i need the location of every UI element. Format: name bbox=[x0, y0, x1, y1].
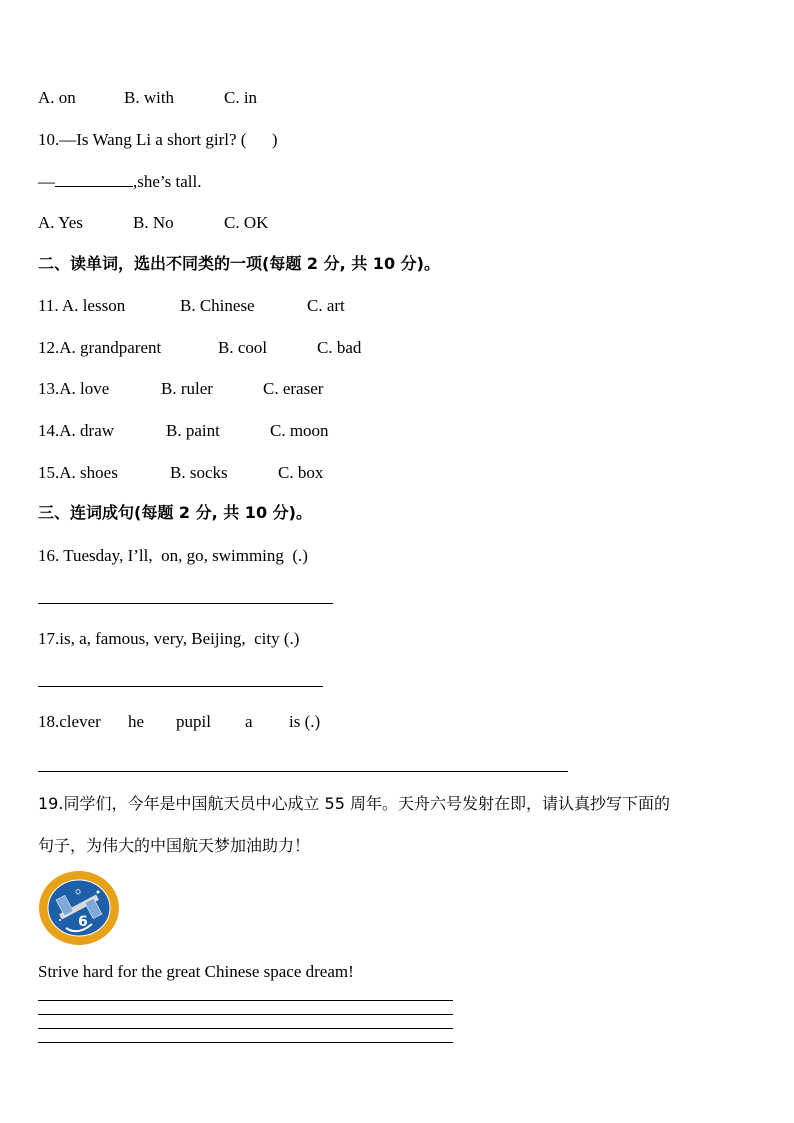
q14-option-c: C. moon bbox=[270, 421, 329, 440]
q16-answer-line[interactable] bbox=[38, 603, 333, 604]
q9-option-c: C. in bbox=[224, 88, 258, 107]
q10-answer-blank[interactable] bbox=[55, 171, 133, 187]
q19-instruction-line-2: 句子，为伟大的中国航天梦加油助力！ bbox=[38, 836, 311, 855]
q18-word-3: pupil bbox=[176, 712, 211, 731]
svg-text:6: 6 bbox=[78, 914, 88, 930]
q15-option-c: C. box bbox=[278, 463, 324, 482]
q10-option-b: B. No bbox=[133, 213, 174, 232]
q10-option-a: A. Yes bbox=[38, 213, 83, 232]
q12-option-a: 12.A. grandparent bbox=[38, 338, 162, 357]
q13-option-a: 13.A. love bbox=[38, 379, 110, 398]
section-3-heading: 三、连词成句(每题 2 分, 共 10 分)。 bbox=[38, 503, 312, 522]
q11-option-b: B. Chinese bbox=[180, 296, 255, 315]
q17-prompt: 17.is, a, famous, very, Beijing, city (.) bbox=[38, 629, 300, 648]
q12-option-c: C. bad bbox=[317, 338, 362, 357]
copy-line-3[interactable] bbox=[38, 1028, 453, 1029]
section-2-heading: 二、读单词，选出不同类的一项(每题 2 分, 共 10 分)。 bbox=[38, 254, 440, 273]
q11-option-c: C. art bbox=[307, 296, 345, 315]
svg-text:⛭: ⛭ bbox=[75, 888, 81, 896]
q18-answer-line[interactable] bbox=[38, 771, 568, 772]
q15-option-a: 15.A. shoes bbox=[38, 463, 118, 482]
tianzhou-mission-badge bbox=[38, 870, 120, 946]
q11-option-a: 11. A. lesson bbox=[38, 296, 126, 315]
q12-option-b: B. cool bbox=[218, 338, 268, 357]
q14-option-a: 14.A. draw bbox=[38, 421, 115, 440]
q10-dash: — bbox=[38, 172, 55, 191]
q10-stem: 10.—Is Wang Li a short girl? ( ) bbox=[38, 130, 278, 149]
q19-sentence: Strive hard for the great Chinese space dream! bbox=[38, 962, 354, 981]
q9-option-b: B. with bbox=[124, 88, 175, 107]
q10-answer-line bbox=[38, 171, 201, 192]
copy-line-1[interactable] bbox=[38, 1000, 453, 1001]
q14-option-b: B. paint bbox=[166, 421, 220, 440]
q15-option-b: B. socks bbox=[170, 463, 228, 482]
q13-option-c: C. eraser bbox=[263, 379, 324, 398]
q18-word-1: 18.clever bbox=[38, 712, 101, 731]
q9-option-a: A. on bbox=[38, 88, 76, 107]
q16-prompt: 16. Tuesday, I’ll, on, go, swimming (.) bbox=[38, 546, 308, 565]
q10-rest: ,she’s tall. bbox=[133, 172, 202, 191]
q19-instruction-line-1: 19.同学们，今年是中国航天员中心成立 55 周年。天舟六号发射在即，请认真抄写下面的 bbox=[38, 794, 670, 813]
mission-badge-graphic bbox=[38, 870, 120, 946]
copy-line-4[interactable] bbox=[38, 1042, 453, 1043]
q18-word-2: he bbox=[128, 712, 145, 731]
q18-word-4: a bbox=[245, 712, 253, 731]
q17-answer-line[interactable] bbox=[38, 686, 323, 687]
q10-option-c: C. OK bbox=[224, 213, 269, 232]
copy-line-2[interactable] bbox=[38, 1014, 453, 1015]
q13-option-b: B. ruler bbox=[161, 379, 213, 398]
q18-word-5: is (.) bbox=[289, 712, 321, 731]
